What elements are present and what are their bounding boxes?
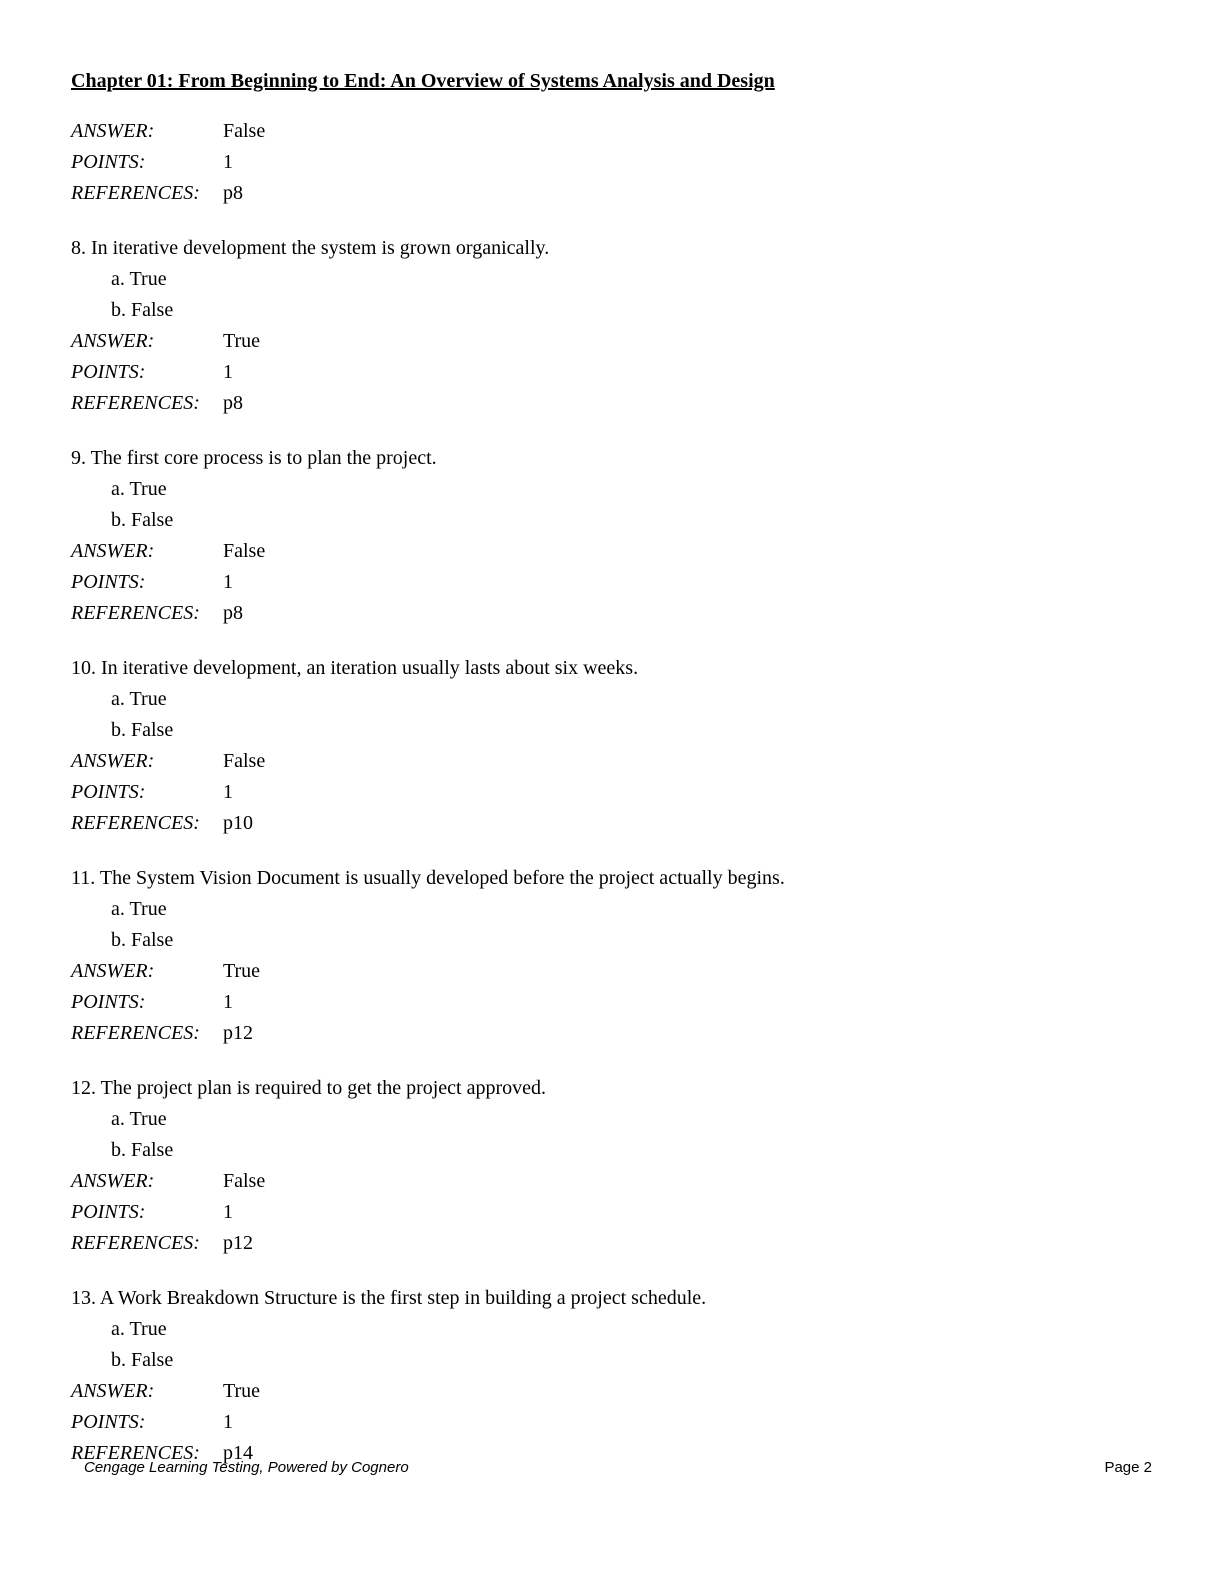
question-text: 10. In iterative development, an iteration usually lasts about six weeks. bbox=[71, 657, 639, 679]
answer-label: ANSWER: bbox=[71, 960, 155, 982]
answer-row bbox=[71, 1166, 1171, 1197]
points-value: 1 bbox=[223, 781, 233, 803]
answer-label: ANSWER: bbox=[71, 540, 155, 562]
answer-row bbox=[71, 116, 1171, 147]
references-row bbox=[71, 808, 1171, 839]
answer-row bbox=[71, 536, 1171, 567]
option-false: b. False bbox=[111, 1349, 174, 1371]
page-title: Chapter 01: From Beginning to End: An Overview of Systems Analysis and Design bbox=[71, 70, 775, 92]
references-label: REFERENCES: bbox=[71, 602, 200, 624]
references-label: REFERENCES: bbox=[71, 1232, 200, 1254]
references-row bbox=[71, 1228, 1171, 1259]
references-row bbox=[71, 598, 1171, 629]
points-value: 1 bbox=[223, 571, 233, 593]
answer-label: ANSWER: bbox=[71, 1170, 155, 1192]
question-item bbox=[71, 1073, 1171, 1259]
answer-label: ANSWER: bbox=[71, 1380, 155, 1402]
points-value: 1 bbox=[223, 1411, 233, 1433]
points-row bbox=[71, 777, 1171, 808]
option-true: a. True bbox=[111, 478, 167, 500]
answer-value: False bbox=[223, 1170, 266, 1192]
points-row bbox=[71, 567, 1171, 598]
option-true: a. True bbox=[111, 1108, 167, 1130]
answer-label: ANSWER: bbox=[71, 750, 155, 772]
points-value: 1 bbox=[223, 361, 233, 383]
option-true: a. True bbox=[111, 688, 167, 710]
points-value: 1 bbox=[223, 991, 233, 1013]
question-item bbox=[71, 233, 1171, 419]
option-false: b. False bbox=[111, 1139, 174, 1161]
answer-row bbox=[71, 326, 1171, 357]
question-text: 12. The project plan is required to get the project approved. bbox=[71, 1077, 547, 1099]
question-text: 8. In iterative development the system is grown organically. bbox=[71, 237, 550, 259]
references-value: p12 bbox=[223, 1232, 253, 1254]
option-true: a. True bbox=[111, 1318, 167, 1340]
references-value: p8 bbox=[223, 602, 243, 624]
references-label: REFERENCES: bbox=[71, 812, 200, 834]
points-label: POINTS: bbox=[71, 571, 146, 593]
references-value: p14 bbox=[223, 1442, 253, 1464]
references-value: p10 bbox=[223, 812, 253, 834]
footer-publisher: Cengage Learning Testing, Powered by Cognero bbox=[84, 1459, 409, 1476]
answer-value: False bbox=[223, 750, 266, 772]
points-label: POINTS: bbox=[71, 781, 146, 803]
option-false: b. False bbox=[111, 299, 174, 321]
answer-row bbox=[71, 956, 1171, 987]
points-row bbox=[71, 1197, 1171, 1228]
references-label: REFERENCES: bbox=[71, 392, 200, 414]
answer-row bbox=[71, 1376, 1171, 1407]
question-item bbox=[71, 653, 1171, 839]
references-label: REFERENCES: bbox=[71, 1022, 200, 1044]
answer-label: ANSWER: bbox=[71, 330, 155, 352]
references-row bbox=[71, 178, 1171, 209]
answer-label: ANSWER: bbox=[71, 120, 155, 142]
points-label: POINTS: bbox=[71, 151, 146, 173]
option-false: b. False bbox=[111, 719, 174, 741]
answer-row bbox=[71, 746, 1171, 777]
option-false: b. False bbox=[111, 509, 174, 531]
points-label: POINTS: bbox=[71, 1201, 146, 1223]
answer-value: True bbox=[223, 330, 261, 352]
references-value: p8 bbox=[223, 392, 243, 414]
option-true: a. True bbox=[111, 898, 167, 920]
references-value: p8 bbox=[223, 182, 243, 204]
points-row bbox=[71, 357, 1171, 388]
answer-value: False bbox=[223, 120, 266, 142]
answer-value: True bbox=[223, 1380, 261, 1402]
references-label: REFERENCES: bbox=[71, 1442, 200, 1464]
points-row bbox=[71, 147, 1171, 178]
points-row bbox=[71, 1407, 1171, 1438]
answer-value: False bbox=[223, 540, 266, 562]
question-item bbox=[71, 1283, 1171, 1469]
question-text: 11. The System Vision Document is usually developed before the project actually begins. bbox=[71, 867, 785, 889]
references-value: p12 bbox=[223, 1022, 253, 1044]
answer-value: True bbox=[223, 960, 261, 982]
question-text: 13. A Work Breakdown Structure is the first step in building a project schedule. bbox=[71, 1287, 707, 1309]
question-item bbox=[71, 443, 1171, 629]
option-true: a. True bbox=[111, 268, 167, 290]
references-row bbox=[71, 1018, 1171, 1049]
points-label: POINTS: bbox=[71, 361, 146, 383]
question-item bbox=[71, 863, 1171, 1049]
page-number: Page 2 bbox=[1104, 1459, 1152, 1476]
references-label: REFERENCES: bbox=[71, 182, 200, 204]
points-label: POINTS: bbox=[71, 1411, 146, 1433]
option-false: b. False bbox=[111, 929, 174, 951]
references-row bbox=[71, 388, 1171, 419]
carryover-answer-block bbox=[71, 116, 1171, 209]
points-value: 1 bbox=[223, 1201, 233, 1223]
question-text: 9. The first core process is to plan the project. bbox=[71, 447, 437, 469]
points-label: POINTS: bbox=[71, 991, 146, 1013]
question-list bbox=[71, 116, 1171, 1469]
points-row bbox=[71, 987, 1171, 1018]
points-value: 1 bbox=[223, 151, 233, 173]
